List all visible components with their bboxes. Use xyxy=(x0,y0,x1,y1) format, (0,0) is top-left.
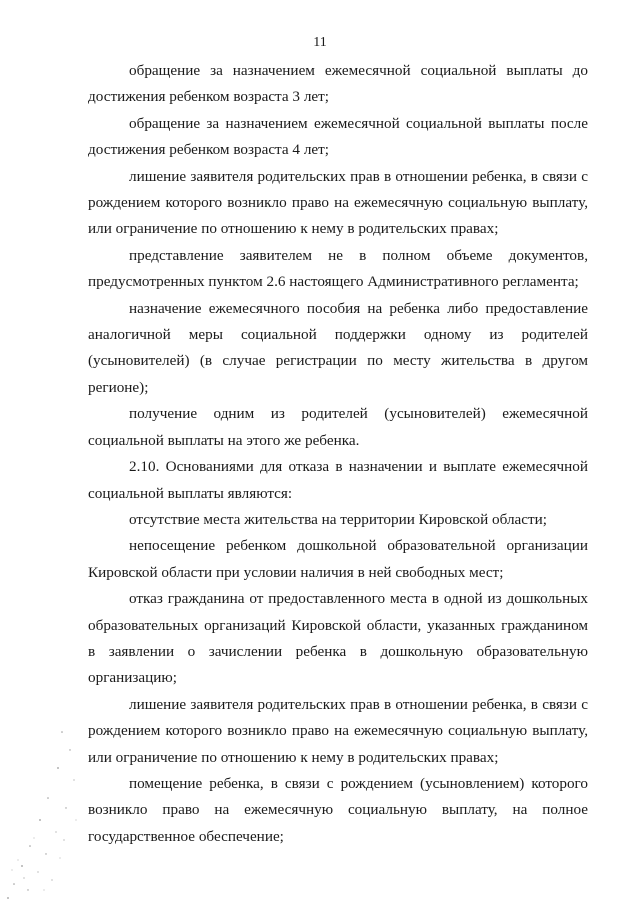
document-body xyxy=(88,58,588,850)
paragraph-parental-rights-refusal: лишение заявителя родительских прав в отношении ребенка, в связи с рождением которого возникло право на ежемесячную социальную выплату, или ограничение по отношению к нему в родительских правах; xyxy=(88,695,588,766)
paragraph-refusal-after-4: обращение за назначением ежемесячной социальной выплаты после достижения ребенком возраста 4 лет; xyxy=(88,114,588,159)
paragraph-refused-place: отказ гражданина от предоставленного места в одной из дошкольных образовательных организаций Кировской области, указанных гражданином в заявлении о зачислении ребенка в дошкольную образовательную организацию; xyxy=(88,590,588,687)
paragraph-incomplete-documents: представление заявителем не в полном объеме документов, предусмотренных пунктом 2.6 настоящего Административного регламента; xyxy=(88,246,588,291)
paragraph-section-2-10: 2.10. Основаниями для отказа в назначении и выплате ежемесячной социальной выплаты являются: xyxy=(88,458,588,502)
paragraph-other-region-allowance: назначение ежемесячного пособия на ребенка либо предоставление аналогичной меры социальной поддержки одному из родителей (усыновителей) (в случае регистрации по месту жительства в другом регионе); xyxy=(88,299,588,396)
paragraph-no-residence: отсутствие места жительства на территории Кировской области; xyxy=(129,510,548,528)
page-number: 11 xyxy=(313,35,327,50)
paragraph-non-attendance: непосещение ребенком дошкольной образовательной организации Кировской области при условии наличия в ней свободных мест; xyxy=(88,537,588,581)
paragraph-duplicate-payment: получение одним из родителей (усыновителей) ежемесячной социальной выплаты на этого же ребенка. xyxy=(88,405,588,449)
paragraph-state-support: помещение ребенка, в связи с рождением (усыновлением) которого возникло право на ежемесячную социальную выплату, на полное государственное обеспечение; xyxy=(88,774,588,845)
scan-noise-decoration xyxy=(0,720,90,905)
paragraph-parental-rights: лишение заявителя родительских прав в отношении ребенка, в связи с рождением которого возникло право на ежемесячную социальную выплату, или ограничение по отношению к нему в родительских правах; xyxy=(88,167,588,238)
paragraph-refusal-under-3: обращение за назначением ежемесячной социальной выплаты до достижения ребенком возраста 3 лет; xyxy=(88,62,588,106)
